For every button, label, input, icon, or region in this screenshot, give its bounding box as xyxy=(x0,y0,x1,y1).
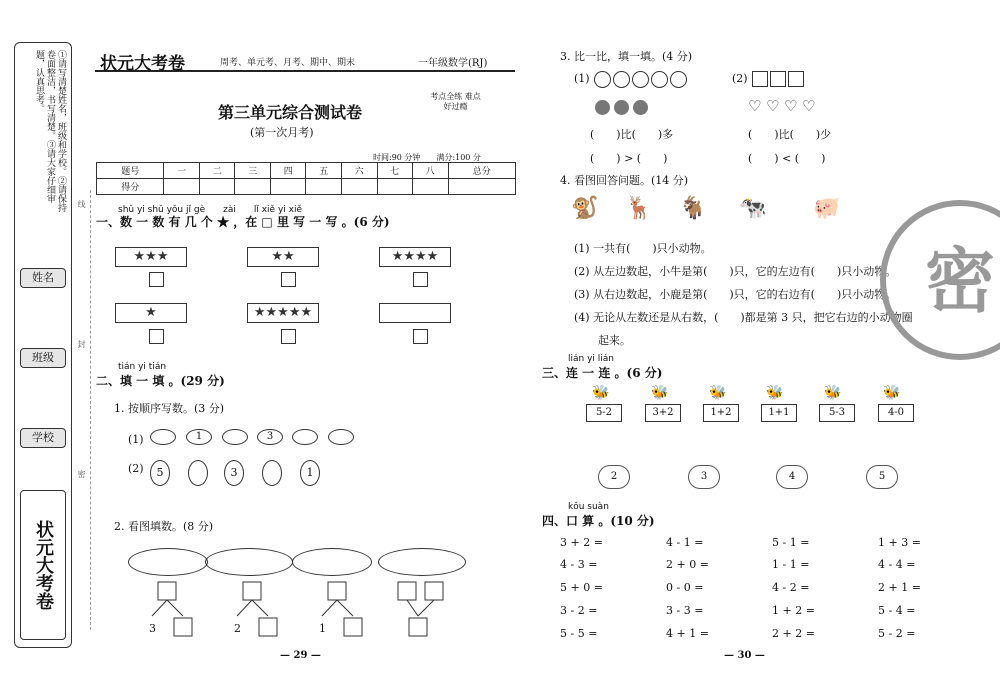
secret-label: 密 xyxy=(77,470,86,478)
page-number-right: — 30 — xyxy=(724,650,765,661)
lantern: 3 xyxy=(257,429,283,445)
q3-1-label: (1) xyxy=(574,72,590,85)
confidential-stamp: 密 xyxy=(880,200,1000,360)
score-cell[interactable] xyxy=(164,179,200,195)
answer-box[interactable] xyxy=(149,329,164,344)
square xyxy=(752,71,768,87)
th-0: 题号 xyxy=(97,163,164,179)
score-cell[interactable] xyxy=(270,179,306,195)
calc-item: 4 - 2 = xyxy=(772,581,810,594)
calc-item: 4 - 4 = xyxy=(878,558,916,571)
calc-item: 5 - 4 = xyxy=(878,604,916,617)
calc-item: 2 + 2 = xyxy=(772,627,815,640)
star-box: ★★★ xyxy=(115,247,187,267)
q1-row1-label: (1) xyxy=(128,433,144,446)
sidebar-notes: ①请写清楚姓名，班级和学校。②请保持卷面整洁，书写清楚。③请大家仔细审题，认真思考。 xyxy=(34,50,66,212)
mascot-caption: 考点全练 难点好过瘾 xyxy=(430,92,481,111)
score-cell[interactable] xyxy=(413,179,449,195)
q2-given-num: 3 xyxy=(149,622,156,635)
deer-icon: 🦌 xyxy=(625,196,653,221)
bee-card[interactable]: 5-2 xyxy=(586,404,622,422)
page-title: 第三单元综合测试卷 xyxy=(217,103,362,122)
bee-icon: 🐝 xyxy=(883,385,901,401)
name-field[interactable]: 姓名 xyxy=(20,268,66,288)
lantern[interactable] xyxy=(150,429,176,445)
q3-2-label: (2) xyxy=(732,72,748,85)
line-label: 线 xyxy=(77,200,86,208)
balloon: 3 xyxy=(224,460,244,486)
bee-icon: 🐝 xyxy=(592,385,610,401)
header-brand: 状元大考卷 xyxy=(100,54,185,74)
calc-item: 5 - 5 = xyxy=(560,627,598,640)
bee-icon: 🐝 xyxy=(651,385,669,401)
calc-item: 2 + 0 = xyxy=(666,558,709,571)
q1-row2-label: (2) xyxy=(128,462,144,475)
q2-given-num: 2 xyxy=(234,622,241,635)
heart-icon: ♡ xyxy=(802,97,816,115)
page-subtitle: (第一次月考) xyxy=(250,126,314,139)
calc-item: 5 - 1 = xyxy=(772,536,810,549)
bee-icon: 🐝 xyxy=(766,385,784,401)
filled-circle xyxy=(614,100,629,115)
calc-item: 0 - 0 = xyxy=(666,581,704,594)
q3-d: ( ) < ( ) xyxy=(748,152,826,165)
score-table xyxy=(96,162,516,195)
calc-item: 5 + 0 = xyxy=(560,581,603,594)
lantern: 1 xyxy=(186,429,212,445)
answer-box[interactable] xyxy=(149,272,164,287)
calc-item: 1 + 2 = xyxy=(772,604,815,617)
calc-item: 1 - 1 = xyxy=(772,558,810,571)
star-box: ★★★★★ xyxy=(247,303,319,323)
score-cell[interactable] xyxy=(199,179,235,195)
heart-icon: ♡ xyxy=(766,97,780,115)
time-info: 时间:90 分钟 满分:100 分 xyxy=(373,153,481,162)
balloon: 5 xyxy=(150,460,170,486)
answer-box[interactable] xyxy=(413,329,428,344)
flower[interactable]: 2 xyxy=(598,465,630,489)
sec2-pinyin: tián yi tián xyxy=(118,362,167,372)
lantern[interactable] xyxy=(292,429,318,445)
balloon: 1 xyxy=(300,460,320,486)
heart-icon: ♡ xyxy=(784,97,798,115)
bee-card[interactable]: 1+1 xyxy=(761,404,797,422)
sec3-heading: 三、连 一 连 。(6 分) xyxy=(542,366,663,380)
school-field[interactable]: 学校 xyxy=(20,428,66,448)
q3-b: ( ) > ( ) xyxy=(590,152,668,165)
pig-icon: 🐖 xyxy=(813,196,841,221)
th-9: 总分 xyxy=(448,163,515,179)
cow-icon: 🐄 xyxy=(739,196,767,221)
score-cell[interactable] xyxy=(448,179,515,195)
sec4-pinyin: kǒu suàn xyxy=(568,502,609,512)
header-sub: 周考、单元考、月考、期中、期末 xyxy=(220,58,356,68)
calc-item: 5 - 2 = xyxy=(878,627,916,640)
flower[interactable]: 3 xyxy=(688,465,720,489)
calc-item: 4 + 1 = xyxy=(666,627,709,640)
answer-box[interactable] xyxy=(281,329,296,344)
score-cell[interactable] xyxy=(342,179,378,195)
flower[interactable]: 5 xyxy=(866,465,898,489)
score-label: 得分 xyxy=(97,179,164,195)
circle xyxy=(632,71,649,88)
sec2-heading: 二、填 一 填 。(29 分) xyxy=(96,374,225,388)
sec3-pinyin: lián yi lián xyxy=(568,354,614,364)
picture-oval xyxy=(205,548,293,576)
score-cell[interactable] xyxy=(377,179,413,195)
bee-card[interactable]: 3+2 xyxy=(645,404,681,422)
circle xyxy=(670,71,687,88)
calc-item: 1 + 3 = xyxy=(878,536,921,549)
q3-a: ( )比( )多 xyxy=(590,128,674,141)
bee-card[interactable]: 5-3 xyxy=(819,404,855,422)
star-box: ★ xyxy=(115,303,187,323)
calc-item: 4 - 3 = xyxy=(560,558,598,571)
th-1: 一 xyxy=(164,163,200,179)
q1-text: 1. 按顺序写数。(3 分) xyxy=(114,402,225,415)
score-cell[interactable] xyxy=(235,179,271,195)
q3-c: ( )比( )少 xyxy=(748,128,832,141)
class-field[interactable]: 班级 xyxy=(20,348,66,368)
picture-oval xyxy=(378,548,466,576)
calc-item: 4 - 1 = xyxy=(666,536,704,549)
calc-item: 3 - 3 = xyxy=(666,604,704,617)
th-6: 六 xyxy=(342,163,378,179)
sidebar-logo: 状元大考卷 xyxy=(20,490,66,640)
square xyxy=(788,71,804,87)
flower[interactable]: 4 xyxy=(776,465,808,489)
q4-2: (2) 从左边数起，小牛是第( )只，它的左边有( )只小动物。 xyxy=(574,265,897,278)
calc-item: 3 - 2 = xyxy=(560,604,598,617)
sec1-pinyin: shǔ yi shǔ yǒu jǐ gè zài lǐ xiě yi xiě xyxy=(118,205,302,215)
lantern[interactable] xyxy=(328,429,354,445)
page-number-left: — 29 — xyxy=(280,650,321,661)
monkey-icon: 🐒 xyxy=(571,196,599,221)
q3-text: 3. 比一比，填一填。(4 分) xyxy=(560,50,693,63)
calc-item: 2 + 1 = xyxy=(878,581,921,594)
cut-line xyxy=(90,190,91,630)
header-grade: 一年级数学(RJ) xyxy=(418,58,488,69)
sec4-heading: 四、口 算 。(10 分) xyxy=(542,514,655,528)
picture-oval xyxy=(128,548,208,576)
q2-given-num: 1 xyxy=(319,622,326,635)
q4-1: (1) 一共有( )只小动物。 xyxy=(574,242,712,255)
th-4: 四 xyxy=(270,163,306,179)
th-2: 二 xyxy=(199,163,235,179)
calc-item: 3 + 2 = xyxy=(560,536,603,549)
circle xyxy=(613,71,630,88)
q4-4: (4) 无论从左数还是从右数，( )都是第 3 只，把它右边的小动物圈 xyxy=(574,311,913,324)
q4-3: (3) 从右边数起，小鹿是第( )只，它的右边有( )只小动物。 xyxy=(574,288,897,301)
answer-box[interactable] xyxy=(413,272,428,287)
star-box xyxy=(379,303,451,323)
answer-box[interactable] xyxy=(281,272,296,287)
split-diagrams xyxy=(140,578,470,644)
filled-circle xyxy=(595,100,610,115)
th-8: 八 xyxy=(413,163,449,179)
bee-card[interactable]: 1+2 xyxy=(703,404,739,422)
balloon[interactable] xyxy=(262,460,282,486)
circle xyxy=(651,71,668,88)
star-box: ★★★★ xyxy=(379,247,451,267)
q2-text: 2. 看图填数。(8 分) xyxy=(114,520,214,533)
q4-text: 4. 看图回答问题。(14 分) xyxy=(560,174,689,187)
bee-card[interactable]: 4-0 xyxy=(878,404,914,422)
goat-icon: 🐐 xyxy=(679,196,707,221)
bee-icon: 🐝 xyxy=(824,385,842,401)
sec1-heading: 一、数 一 数 有 几 个 ★ ，在 □ 里 写 一 写 。(6 分) xyxy=(96,215,390,229)
bee-icon: 🐝 xyxy=(709,385,727,401)
th-7: 七 xyxy=(377,163,413,179)
star-box: ★★ xyxy=(247,247,319,267)
circle xyxy=(594,71,611,88)
q4-4b: 起来。 xyxy=(598,334,631,347)
seal-label: 封 xyxy=(77,340,86,348)
picture-oval xyxy=(292,548,372,576)
lantern[interactable] xyxy=(222,429,248,445)
score-cell[interactable] xyxy=(306,179,342,195)
square xyxy=(770,71,786,87)
th-5: 五 xyxy=(306,163,342,179)
balloon[interactable] xyxy=(188,460,208,486)
th-3: 三 xyxy=(235,163,271,179)
filled-circle xyxy=(633,100,648,115)
heart-icon: ♡ xyxy=(748,97,762,115)
